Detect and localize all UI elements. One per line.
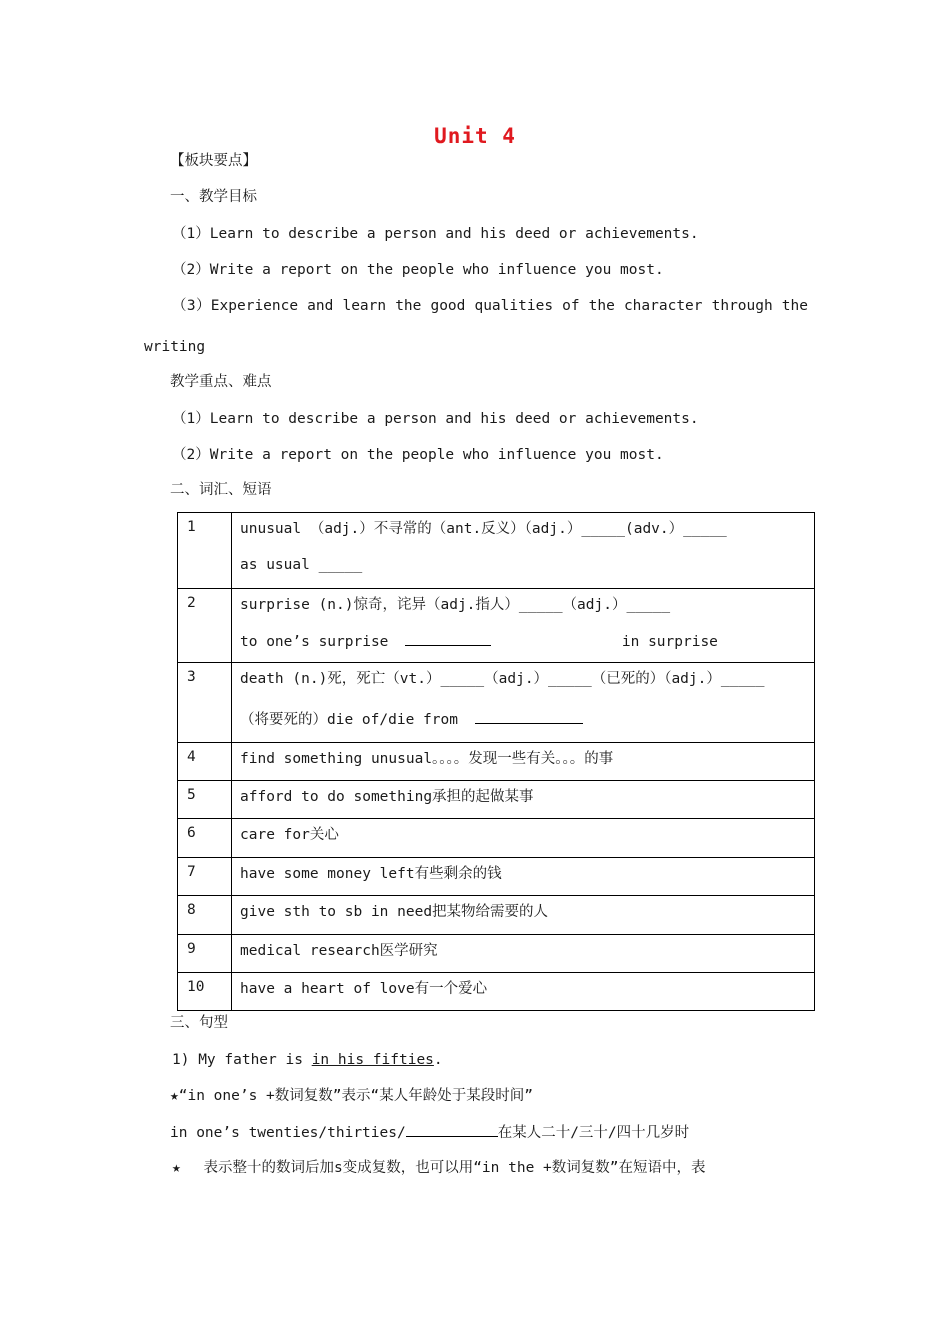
row-content — [232, 819, 815, 858]
table-row — [178, 663, 815, 743]
goal-2: （2）Write a report on the people who influence you most. — [172, 262, 664, 278]
row-content — [232, 781, 815, 819]
focus-1: （1）Learn to describe a person and his deed or achievements. — [172, 411, 699, 427]
goal-3-continued: writing — [144, 339, 206, 355]
table-row — [178, 513, 815, 589]
goal-3: （3）Experience and learn the good qualities of the character through the — [172, 298, 808, 314]
phrase-to-ones-surprise: to one’s surprise — [240, 634, 389, 650]
table-row — [178, 743, 815, 781]
row-number: 7 — [178, 858, 232, 896]
table-row — [178, 896, 815, 935]
sentence-1-prefix: 1) My father is — [172, 1052, 312, 1068]
row-number: 4 — [178, 743, 232, 781]
star-note-2 — [172, 1158, 706, 1178]
row-content — [232, 589, 815, 663]
vocab-line — [240, 709, 814, 730]
row-number: 8 — [178, 896, 232, 935]
row-content — [232, 663, 815, 743]
star-note-1: ★“in one’s +数词复数”表示“某人年龄处于某段时间” — [170, 1088, 533, 1104]
row-number: 9 — [178, 935, 232, 973]
table-row — [178, 935, 815, 973]
vocab-line: have some money left有些剩余的钱 — [240, 866, 502, 882]
vocab-line: have a heart of love有一个爱心 — [240, 981, 488, 997]
section-heading-sentences: 三、句型 — [170, 1015, 228, 1031]
answer-blank — [405, 631, 491, 646]
focus-heading: 教学重点、难点 — [170, 374, 272, 390]
row-number: 5 — [178, 781, 232, 819]
answer-blank — [475, 709, 583, 724]
example-line — [170, 1122, 689, 1143]
star-icon: ★ — [172, 1160, 181, 1176]
vocab-line: afford to do something承担的起做某事 — [240, 789, 534, 805]
row-content — [232, 935, 815, 973]
row-content — [232, 858, 815, 896]
star-note-2-text: 表示整十的数词后加s变成复数，也可以用“in the +数词复数”在短语中，表 — [203, 1160, 706, 1176]
table-row — [178, 589, 815, 663]
vocab-line: unusual （adj.）不寻常的（ant.反义）（adj.）_____(adv.）_____ — [240, 521, 727, 537]
answer-blank — [406, 1122, 498, 1137]
row-number: 10 — [178, 973, 232, 1011]
sentence-1-underlined: in his fifties — [311, 1052, 434, 1068]
vocab-line: give sth to sb in need把某物给需要的人 — [240, 904, 549, 920]
section-heading-goals: 一、教学目标 — [170, 189, 257, 205]
vocab-line: care for关心 — [240, 827, 339, 843]
phrase-die-of: （将要死的）die of/die from — [240, 712, 458, 728]
vocab-line: as usual _____ — [240, 557, 363, 573]
section-key-points: 【板块要点】 — [170, 153, 257, 169]
sentence-1-suffix: . — [433, 1052, 443, 1068]
row-number: 6 — [178, 819, 232, 858]
table-row — [178, 819, 815, 858]
vocab-line: find something unusual。。。。发现一些有关。。。的事 — [240, 751, 614, 767]
vocab-table — [177, 512, 815, 1011]
example-suffix: 在某人二十/三十/四十几岁时 — [497, 1125, 690, 1141]
section-heading-vocab: 二、词汇、短语 — [170, 482, 272, 498]
example-prefix: in one’s twenties/thirties/ — [170, 1125, 406, 1141]
row-number: 1 — [178, 513, 232, 589]
vocab-line — [240, 631, 814, 652]
table-row — [178, 781, 815, 819]
page-title: Unit 4 — [434, 124, 516, 148]
row-content — [232, 743, 815, 781]
focus-2: （2）Write a report on the people who influence you most. — [172, 447, 664, 463]
row-content — [232, 513, 815, 589]
row-number: 2 — [178, 589, 232, 663]
vocab-line: medical research医学研究 — [240, 943, 438, 959]
phrase-in-surprise: in surprise — [621, 634, 718, 650]
vocab-line: surprise (n.)惊奇，诧异（adj.指人）_____（adj.）_____ — [240, 597, 671, 613]
row-number: 3 — [178, 663, 232, 743]
goal-1: （1）Learn to describe a person and his deed or achievements. — [172, 226, 699, 242]
row-content — [232, 896, 815, 935]
table-row — [178, 858, 815, 896]
vocab-line: death (n.)死，死亡（vt.）_____（adj.）_____（已死的）（adj.）_____ — [240, 671, 765, 687]
row-content — [232, 973, 815, 1011]
table-row — [178, 973, 815, 1011]
sentence-1 — [172, 1050, 443, 1070]
